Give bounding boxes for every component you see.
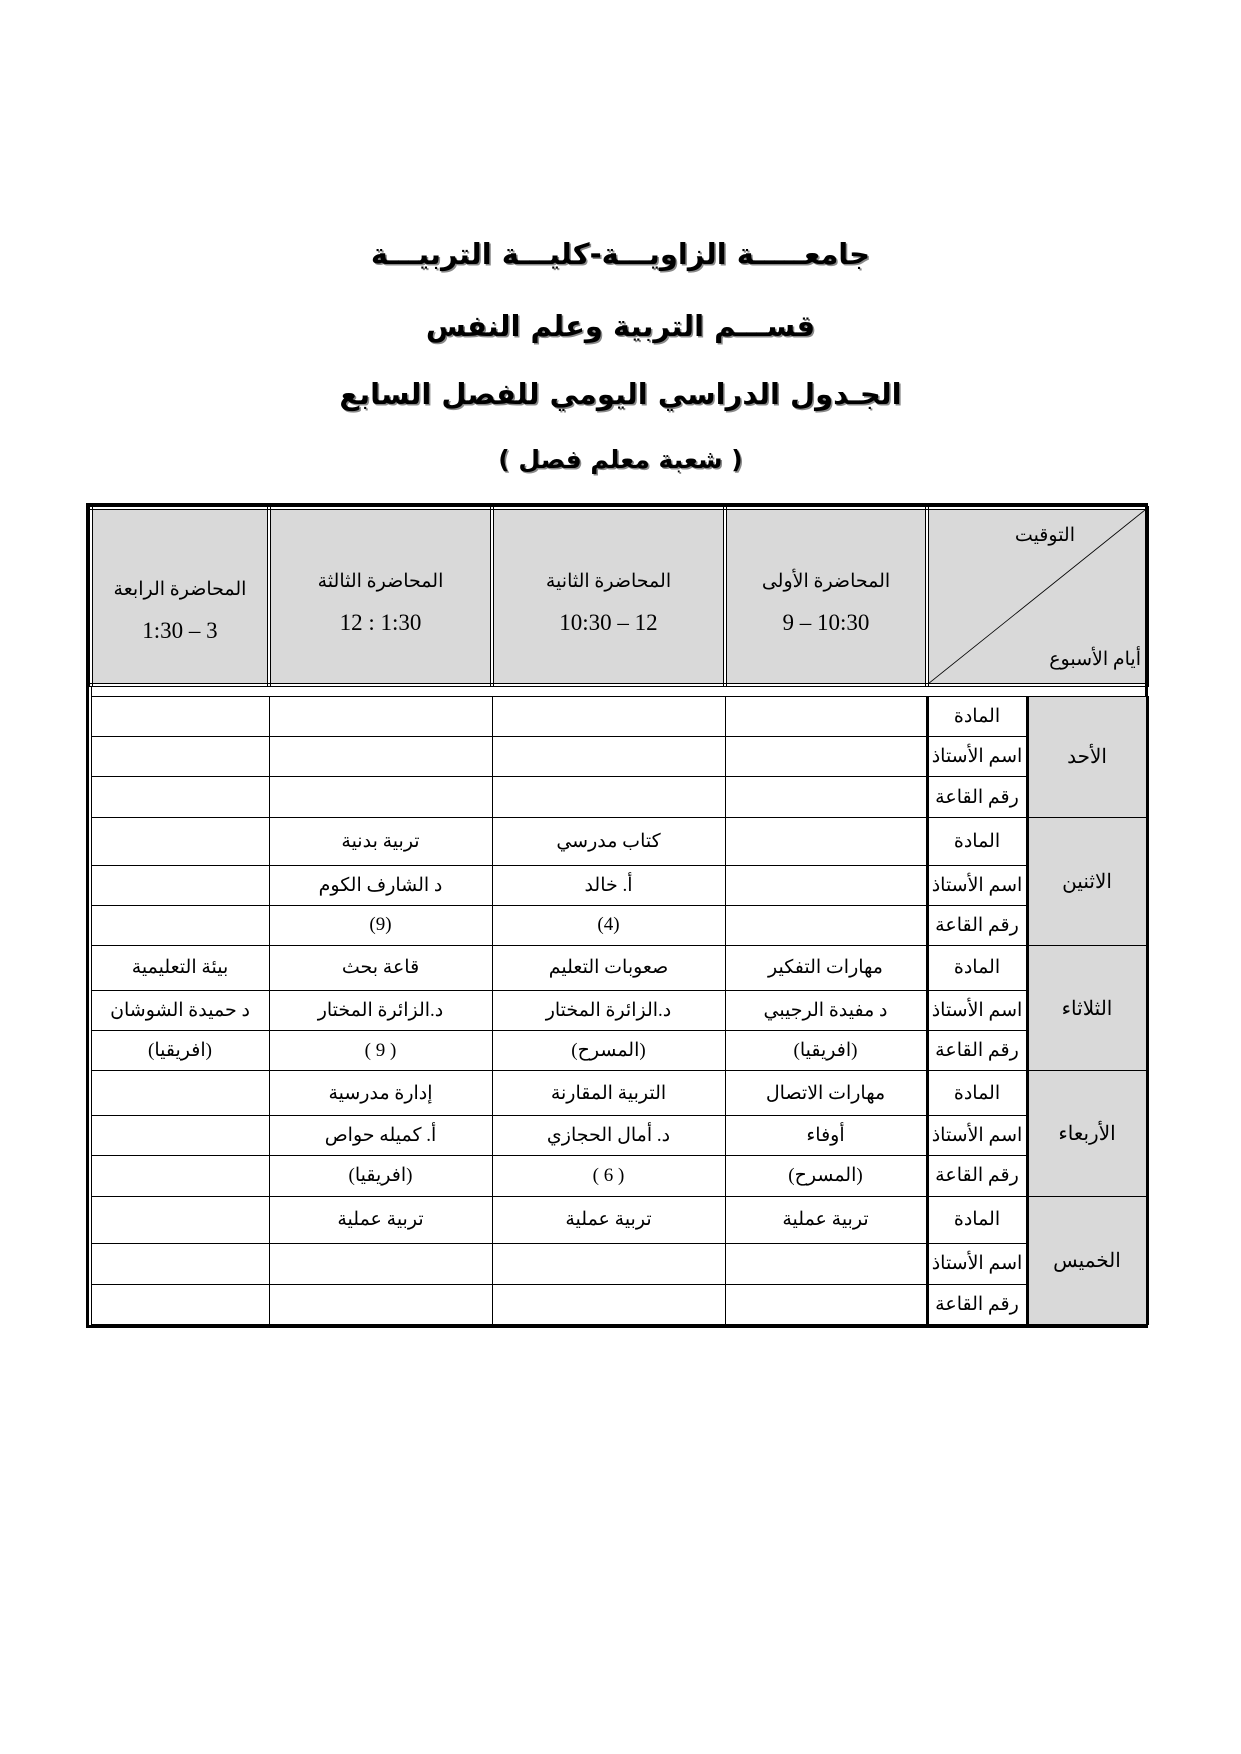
- schedule-cell: (4): [492, 905, 725, 945]
- row-label-cell: اسم الأستاذ: [927, 1115, 1027, 1155]
- schedule-cell: (9): [269, 905, 492, 945]
- schedule-cell: أوفاء: [725, 1115, 927, 1155]
- day-name-cell: الأحد: [1027, 696, 1147, 817]
- lecture-time: 1:30 – 3: [142, 617, 218, 643]
- schedule-row: [91, 696, 1147, 736]
- schedule-cell: [91, 1156, 269, 1196]
- schedule-cell: د.الزائرة المختار: [492, 990, 725, 1030]
- schedule-row: [91, 905, 1147, 945]
- schedule-cell: التربية المقارنة: [492, 1071, 725, 1116]
- schedule-cell: (المسرح): [725, 1156, 927, 1196]
- schedule-cell: [269, 696, 492, 736]
- department-heading: قســـم التربية وعلم النفس: [425, 309, 816, 343]
- schedule-cell: [269, 1284, 492, 1324]
- row-label-cell: المادة: [927, 1196, 1027, 1244]
- schedule-table: [89, 506, 1149, 1325]
- schedule-cell: [492, 777, 725, 817]
- schedule-row: [91, 777, 1147, 817]
- lecture-header-3: [269, 508, 492, 685]
- row-label-cell: اسم الأستاذ: [927, 865, 1027, 905]
- day-name-cell: الأربعاء: [1027, 1071, 1147, 1196]
- schedule-cell: د الشارف الكوم: [269, 865, 492, 905]
- lecture-time: 12 : 1:30: [339, 609, 422, 635]
- schedule-row: [91, 1284, 1147, 1324]
- lecture-name: المحاضرة الرابعة: [113, 579, 247, 601]
- schedule-cell: كتاب مدرسي: [492, 817, 725, 865]
- schedule-cell: ( 6 ): [492, 1156, 725, 1196]
- row-label-cell: المادة: [927, 696, 1027, 736]
- schedule-cell: [492, 1284, 725, 1324]
- lecture-header-2: [492, 508, 725, 685]
- schedule-row: [91, 1196, 1147, 1244]
- schedule-cell: (افريقيا): [269, 1156, 492, 1196]
- schedule-cell: [269, 777, 492, 817]
- schedule-cell: [725, 905, 927, 945]
- schedule-cell: مهارات التفكير: [725, 946, 927, 991]
- schedule-cell: [91, 1196, 269, 1244]
- schedule-cell: [91, 1284, 269, 1324]
- row-label-cell: اسم الأستاذ: [927, 1244, 1027, 1284]
- schedule-cell: تربية عملية: [492, 1196, 725, 1244]
- row-label-cell: المادة: [927, 817, 1027, 865]
- schedule-cell: د مفيدة الرجيبي: [725, 990, 927, 1030]
- schedule-row: [91, 1031, 1147, 1071]
- lecture-name: المحاضرة الثالثة: [317, 571, 444, 593]
- lecture-header-1: [725, 508, 927, 685]
- row-label-cell: رقم القاعة: [927, 777, 1027, 817]
- schedule-cell: [492, 1244, 725, 1284]
- schedule-cell: أ. خالد: [492, 865, 725, 905]
- schedule-cell: د. أمال الحجازي: [492, 1115, 725, 1155]
- row-label-cell: المادة: [927, 1071, 1027, 1116]
- lecture-name: المحاضرة الأولى: [761, 571, 891, 593]
- schedule-cell: [91, 1115, 269, 1155]
- schedule-cell: [725, 865, 927, 905]
- header-row: [91, 508, 1147, 685]
- day-name-cell: الثلاثاء: [1027, 946, 1147, 1071]
- schedule-cell: مهارات الاتصال: [725, 1071, 927, 1116]
- schedule-cell: إدارة مدرسية: [269, 1071, 492, 1116]
- row-label-cell: اسم الأستاذ: [927, 737, 1027, 777]
- schedule-row: [91, 1071, 1147, 1116]
- schedule-cell: [725, 1284, 927, 1324]
- day-name-cell: الخميس: [1027, 1196, 1147, 1325]
- schedule-row: [91, 737, 1147, 777]
- university-heading: جامعـــــة الزاويـــة-كليـــة التربيـــة: [370, 237, 871, 271]
- row-label-cell: رقم القاعة: [927, 1031, 1027, 1071]
- schedule-cell: [725, 696, 927, 736]
- schedule-cell: تربية بدنية: [269, 817, 492, 865]
- schedule-row: [91, 946, 1147, 991]
- schedule-cell: تربية عملية: [725, 1196, 927, 1244]
- schedule-table-frame: [86, 503, 1148, 1328]
- lecture-time: 9 – 10:30: [782, 609, 870, 635]
- row-label-cell: رقم القاعة: [927, 1156, 1027, 1196]
- section-subtitle: ( شعبة معلم فصل ): [498, 445, 743, 474]
- schedule-cell: [91, 737, 269, 777]
- schedule-cell: (افريقيا): [725, 1031, 927, 1071]
- schedule-cell: [91, 1071, 269, 1116]
- row-label-cell: اسم الأستاذ: [927, 990, 1027, 1030]
- row-label-cell: رقم القاعة: [927, 1284, 1027, 1324]
- schedule-cell: د حميدة الشوشان: [91, 990, 269, 1030]
- schedule-cell: (المسرح): [492, 1031, 725, 1071]
- schedule-cell: [725, 737, 927, 777]
- row-label-cell: المادة: [927, 946, 1027, 991]
- schedule-cell: [91, 1244, 269, 1284]
- schedule-cell: قاعة بحث: [269, 946, 492, 991]
- schedule-cell: أ. كميله حواص: [269, 1115, 492, 1155]
- schedule-row: [91, 990, 1147, 1030]
- schedule-row: [91, 1115, 1147, 1155]
- schedule-cell: [492, 737, 725, 777]
- schedule-cell: [91, 817, 269, 865]
- schedule-cell: [91, 865, 269, 905]
- row-label-cell: رقم القاعة: [927, 905, 1027, 945]
- schedule-cell: (افريقيا): [91, 1031, 269, 1071]
- corner-days-label: أيام الأسبوع: [1049, 649, 1141, 671]
- lecture-header-4: [91, 508, 269, 685]
- schedule-cell: صعوبات التعليم: [492, 946, 725, 991]
- schedule-row: [91, 865, 1147, 905]
- header-gap-row: [91, 685, 1147, 696]
- schedule-cell: [492, 696, 725, 736]
- schedule-cell: [269, 1244, 492, 1284]
- lecture-time: 10:30 – 12: [559, 609, 658, 635]
- schedule-cell: ( 9 ): [269, 1031, 492, 1071]
- schedule-row: [91, 817, 1147, 865]
- lecture-name: المحاضرة الثانية: [545, 571, 672, 593]
- schedule-cell: [91, 777, 269, 817]
- schedule-cell: [725, 777, 927, 817]
- schedule-cell: [725, 817, 927, 865]
- corner-timing-label: التوقيت: [1014, 525, 1075, 546]
- schedule-row: [91, 1244, 1147, 1284]
- schedule-cell: [91, 905, 269, 945]
- schedule-cell: [91, 696, 269, 736]
- schedule-cell: د.الزائرة المختار: [269, 990, 492, 1030]
- schedule-cell: [725, 1244, 927, 1284]
- day-name-cell: الاثنين: [1027, 817, 1147, 945]
- schedule-cell: بيئة التعليمية: [91, 946, 269, 991]
- schedule-cell: تربية عملية: [269, 1196, 492, 1244]
- schedule-cell: [269, 737, 492, 777]
- schedule-row: [91, 1156, 1147, 1196]
- corner-header-cell: [927, 508, 1147, 685]
- schedule-title: الجـدول الدراسي اليومي للفصل السابع: [339, 377, 902, 411]
